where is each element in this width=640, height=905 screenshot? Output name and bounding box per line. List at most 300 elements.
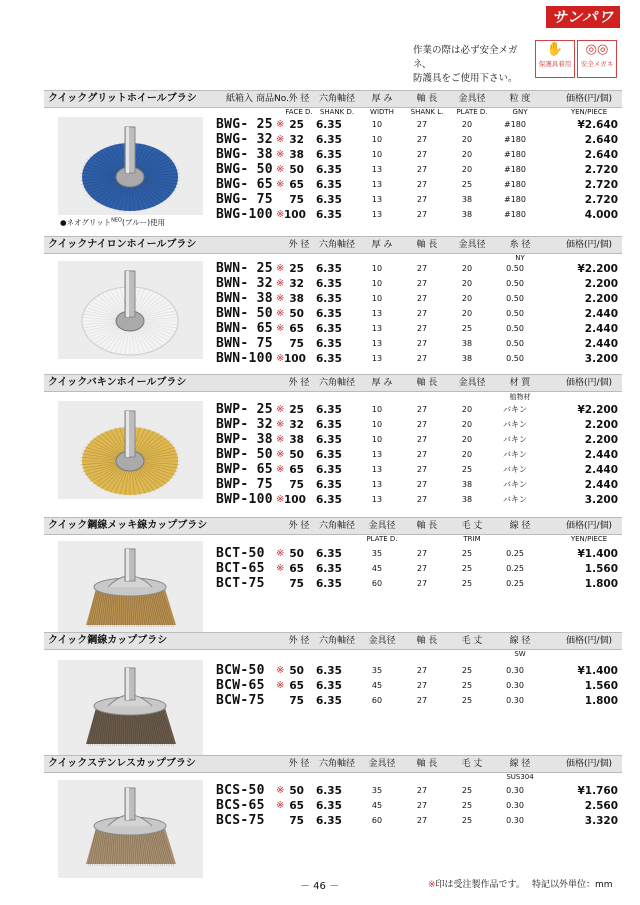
spec-value: バキン [503,420,527,429]
price-value: 2.200 [584,434,618,446]
column-header-shank-len: 軸 長 [416,636,438,646]
plate-diameter: 20 [461,405,473,414]
shank-diameter: 6.35 [316,800,342,812]
plate-diameter: 20 [461,165,473,174]
width-value: 10 [371,435,383,444]
shank-diameter: 6.35 [316,278,342,290]
table-row [44,322,622,336]
shank-length: 27 [416,681,428,690]
spec-value: 0.50 [506,264,524,273]
column-header-od: 外 径 [288,636,310,646]
price-value: 2.720 [584,194,618,206]
section-header [44,632,622,650]
spec-value: バキン [503,495,527,504]
width-value: 45 [371,801,383,810]
spec-value: 0.25 [506,549,524,558]
table-row [44,814,622,828]
spec-value: #180 [504,120,526,129]
price-value: 2.720 [584,164,618,176]
section-header [44,90,622,108]
width-value: 13 [371,324,383,333]
width-value: 13 [371,339,383,348]
column-header-spec: 糸 径 [509,240,531,250]
spec-value: 0.30 [506,666,524,675]
plate-diameter: 20 [461,420,473,429]
column-subheader-plate: PLATE D. [456,108,488,116]
table-row [44,493,622,507]
table-row [44,307,622,321]
plate-diameter: 25 [461,180,473,189]
width-value: 10 [371,135,383,144]
column-header-width: 金具径 [368,636,396,646]
shank-length: 27 [416,264,428,273]
plate-diameter: 20 [461,309,473,318]
price-value: 2.200 [584,293,618,305]
product-code: BWG-100 [216,207,273,222]
plate-diameter: 38 [461,495,473,504]
glove-icon: ✋ 保護具着用 [535,40,575,78]
column-subheader-spec: GNY [512,108,528,116]
shank-diameter: 6.35 [316,323,342,335]
outer-diameter: 75 [289,479,304,491]
width-value: 35 [371,666,383,675]
spec-value: 0.50 [506,339,524,348]
column-subheader-od: FACE D. [285,108,313,116]
plate-diameter: 38 [461,195,473,204]
outer-diameter: 100 [284,494,306,506]
table-row [44,463,622,477]
price-value: 2.200 [584,419,618,431]
outer-diameter: 25 [289,119,304,131]
section-title: クイック鋼線カップブラシ [48,635,168,646]
table-row [44,664,622,678]
column-header-od: 外 径 [288,378,310,388]
table-row [44,547,622,561]
made-to-order-mark: ※ [276,548,285,559]
column-header-spec: 線 径 [509,759,531,769]
shank-diameter: 6.35 [316,695,342,707]
safety-notice [413,44,533,86]
shank-length: 27 [416,195,428,204]
outer-diameter: 50 [289,665,304,677]
price-value: 2.640 [584,134,618,146]
product-code: BCT-65 [216,561,265,576]
plate-diameter: 20 [461,150,473,159]
made-to-order-mark: ※ [276,149,285,160]
width-value: 60 [371,816,383,825]
column-subheader-shank: SHANK D. [319,108,355,116]
column-header-shank-len: 軸 長 [416,521,438,531]
column-header-shank: 六角軸径 [318,636,355,646]
width-value: 13 [371,495,383,504]
shank-diameter: 6.35 [316,134,342,146]
column-header-spec: 材 質 [509,378,531,388]
column-header-shank-len: 軸 長 [416,240,438,250]
price-value: ¥2.640 [577,119,618,131]
column-header-plate: 毛 丈 [461,521,483,531]
product-code: BWN- 65 [216,321,273,336]
table-row [44,277,622,291]
product-code: BWG- 25 [216,117,273,132]
price-value: 1.800 [584,695,618,707]
shank-length: 27 [416,450,428,459]
table-row [44,577,622,591]
plate-diameter: 20 [461,135,473,144]
column-header-price: 価格(円/個) [565,94,613,104]
shank-length: 27 [416,816,428,825]
column-header-spec: 線 径 [509,521,531,531]
outer-diameter: 25 [289,404,304,416]
made-to-order-mark: ※ [276,164,285,175]
shank-diameter: 6.35 [316,209,342,221]
shank-diameter: 6.35 [316,785,342,797]
column-header-od: 外 径 [288,759,310,769]
product-code: BWN- 50 [216,306,273,321]
width-value: 13 [371,195,383,204]
product-code: BWP- 25 [216,402,273,417]
shank-length: 27 [416,801,428,810]
spec-value: #180 [504,180,526,189]
made-to-order-mark: ※ [276,434,285,445]
outer-diameter: 75 [289,695,304,707]
column-header-shank: 六角軸径 [318,94,355,104]
goggles-label: 安全メガネ [578,59,616,69]
product-code: BWP- 32 [216,417,273,432]
plate-diameter: 25 [461,681,473,690]
column-header-plate: 金具径 [458,240,486,250]
column-header-price: 価格(円/個) [565,521,613,531]
spec-value: #180 [504,135,526,144]
table-row [44,562,622,576]
column-header-plate: 金具径 [458,94,486,104]
price-value: ¥1.400 [577,548,618,560]
shank-diameter: 6.35 [316,665,342,677]
table-row [44,178,622,192]
product-code: BWP- 75 [216,477,273,492]
spec-value: #180 [504,150,526,159]
plate-diameter: 25 [461,696,473,705]
brand-logo: サンパワー [546,6,620,28]
product-code: BWG- 65 [216,177,273,192]
plate-diameter: 20 [461,450,473,459]
footer-note-text: 印は受注製作品です。 [435,880,525,890]
spec-value: バキン [503,480,527,489]
price-value: 2.440 [584,449,618,461]
shank-diameter: 6.35 [316,434,342,446]
column-header-shank-len: 軸 長 [416,378,438,388]
product-code: BWN- 38 [216,291,273,306]
spec-value: #180 [504,165,526,174]
table-row [44,784,622,798]
shank-diameter: 6.35 [316,293,342,305]
goggles-icon: ◎◎ 安全メガネ [577,40,617,78]
shank-length: 27 [416,480,428,489]
outer-diameter: 65 [289,800,304,812]
column-header-width: 金具径 [368,759,396,769]
table-row [44,163,622,177]
shank-length: 27 [416,405,428,414]
column-subheader-width: PLATE D. [366,535,398,543]
made-to-order-mark: ※ [428,880,436,890]
plate-diameter: 25 [461,324,473,333]
shank-length: 27 [416,495,428,504]
shank-diameter: 6.35 [316,338,342,350]
column-header-plate: 毛 丈 [461,636,483,646]
outer-diameter: 75 [289,815,304,827]
product-code: BWP- 38 [216,432,273,447]
price-value: 3.200 [584,353,618,365]
width-value: 10 [371,420,383,429]
spec-value: バキン [503,405,527,414]
unit-note: 特記以外単位：mm [532,880,613,890]
page-number: － 46 － [300,881,340,892]
shank-length: 27 [416,210,428,219]
shank-diameter: 6.35 [316,815,342,827]
outer-diameter: 25 [289,263,304,275]
column-subheader-spec: 植物材 [509,393,531,401]
shank-length: 27 [416,309,428,318]
plate-diameter: 20 [461,294,473,303]
column-subheader-spec: NY [515,254,525,262]
shank-diameter: 6.35 [316,263,342,275]
outer-diameter: 100 [284,209,306,221]
column-header-spec: 粒 度 [509,94,531,104]
outer-diameter: 65 [289,179,304,191]
width-value: 60 [371,696,383,705]
shank-diameter: 6.35 [316,404,342,416]
column-header-shank: 六角軸径 [318,378,355,388]
shank-diameter: 6.35 [316,479,342,491]
made-to-order-mark: ※ [276,263,285,274]
shank-diameter: 6.35 [316,419,342,431]
spec-value: 0.50 [506,324,524,333]
outer-diameter: 75 [289,194,304,206]
outer-diameter: 75 [289,338,304,350]
shank-length: 27 [416,786,428,795]
shank-diameter: 6.35 [316,464,342,476]
made-to-order-mark: ※ [276,209,285,220]
shank-length: 27 [416,435,428,444]
plate-diameter: 25 [461,579,473,588]
column-subheader-width: WIDTH [370,108,394,116]
section-header [44,517,622,535]
caption-superscript: NEO [111,217,122,224]
section-header [44,236,622,254]
plate-diameter: 38 [461,210,473,219]
price-value: 2.720 [584,179,618,191]
notice-line: 作業の際は必ず安全メガネ、 [413,45,518,70]
product-code: BWG- 38 [216,147,273,162]
column-header-shank: 六角軸径 [318,240,355,250]
spec-value: 0.50 [506,294,524,303]
outer-diameter: 75 [289,578,304,590]
section-header [44,755,622,773]
section-title: クイックグリットホイールブラシ [48,93,197,104]
price-value: 4.000 [584,209,618,221]
plate-diameter: 25 [461,465,473,474]
product-code: BCS-50 [216,783,265,798]
width-value: 13 [371,465,383,474]
product-section [44,374,622,403]
column-header-shank: 六角軸径 [318,521,355,531]
spec-value: 0.50 [506,354,524,363]
price-value: ¥2.200 [577,263,618,275]
shank-length: 27 [416,180,428,189]
column-subheader-price: YEN/PIECE [570,108,608,116]
notice-line: 防護具をご使用下さい。 [413,73,518,84]
price-value: ¥2.200 [577,404,618,416]
plate-diameter: 20 [461,120,473,129]
shank-length: 27 [416,666,428,675]
price-value: 2.440 [584,479,618,491]
outer-diameter: 32 [289,134,304,146]
width-value: 45 [371,564,383,573]
product-section [44,632,622,661]
shank-diameter: 6.35 [316,164,342,176]
pack-header: 紙箱入 [226,94,254,104]
plate-diameter: 38 [461,339,473,348]
spec-value: 0.50 [506,309,524,318]
section-header [44,374,622,392]
spec-value: 0.30 [506,681,524,690]
width-value: 13 [371,180,383,189]
shank-length: 27 [416,339,428,348]
width-value: 13 [371,450,383,459]
price-value: 3.200 [584,494,618,506]
product-code: BCT-50 [216,546,265,561]
price-value: 2.560 [584,800,618,812]
made-to-order-mark: ※ [276,665,285,676]
width-value: 13 [371,309,383,318]
spec-value: 0.30 [506,816,524,825]
outer-diameter: 50 [289,548,304,560]
plate-diameter: 25 [461,564,473,573]
spec-value: #180 [504,210,526,219]
width-value: 10 [371,405,383,414]
shank-length: 27 [416,324,428,333]
caption-rest: (ブルー)使用 [121,218,166,227]
table-row [44,433,622,447]
price-value: 2.440 [584,308,618,320]
made-to-order-mark: ※ [276,494,285,505]
outer-diameter: 100 [284,353,306,365]
width-value: 10 [371,150,383,159]
footer-note [428,877,525,890]
column-header-width: 厚 み [371,94,393,104]
shank-diameter: 6.35 [316,149,342,161]
product-code: BWN- 75 [216,336,273,351]
shank-length: 27 [416,279,428,288]
glove-label: 保護具着用 [536,59,574,69]
product-code: BWN- 32 [216,276,273,291]
width-value: 13 [371,210,383,219]
price-value: 1.560 [584,680,618,692]
product-code: BWP-100 [216,492,273,507]
made-to-order-mark: ※ [276,419,285,430]
price-value: 2.200 [584,278,618,290]
table-row [44,403,622,417]
table-row [44,133,622,147]
made-to-order-mark: ※ [276,119,285,130]
product-code: BWG- 32 [216,132,273,147]
outer-diameter: 65 [289,680,304,692]
made-to-order-mark: ※ [276,404,285,415]
shank-length: 27 [416,165,428,174]
outer-diameter: 50 [289,785,304,797]
price-value: 1.560 [584,563,618,575]
width-value: 10 [371,294,383,303]
section-title: クイック鋼線メッキ線カップブラシ [48,520,208,531]
shank-length: 27 [416,696,428,705]
plate-diameter: 25 [461,816,473,825]
column-header-width: 厚 み [371,240,393,250]
table-row [44,148,622,162]
product-code: BCS-65 [216,798,265,813]
shank-length: 27 [416,135,428,144]
shank-diameter: 6.35 [316,179,342,191]
shank-length: 27 [416,120,428,129]
shank-diameter: 6.35 [316,548,342,560]
product-code: BCS-75 [216,813,265,828]
product-code: BWP- 65 [216,462,273,477]
column-header-shank-len: 軸 長 [416,94,438,104]
caption-text: ●ネオグリット [60,218,112,227]
spec-value: #180 [504,195,526,204]
column-subheader-plate: TRIM [463,535,481,543]
made-to-order-mark: ※ [276,563,285,574]
table-row [44,292,622,306]
made-to-order-mark: ※ [276,293,285,304]
plate-diameter: 20 [461,435,473,444]
spec-value: 0.30 [506,801,524,810]
table-row [44,337,622,351]
section-title: クイックステンレスカップブラシ [48,758,196,769]
table-row [44,694,622,708]
column-header-od: 外 径 [288,94,310,104]
table-row [44,262,622,276]
column-header-shank: 六角軸径 [318,759,355,769]
column-header-price: 価格(円/個) [565,378,613,388]
column-header-od: 外 径 [288,521,310,531]
spec-value: 0.30 [506,696,524,705]
column-header-price: 価格(円/個) [565,240,613,250]
shank-length: 27 [416,354,428,363]
price-value: 1.800 [584,578,618,590]
product-code: BCT-75 [216,576,265,591]
width-value: 35 [371,786,383,795]
outer-diameter: 50 [289,308,304,320]
shank-diameter: 6.35 [316,494,342,506]
made-to-order-mark: ※ [276,800,285,811]
column-header-od: 外 径 [288,240,310,250]
section-title: クイックナイロンホイールブラシ [48,239,197,250]
spec-value: 0.25 [506,579,524,588]
shank-diameter: 6.35 [316,353,342,365]
column-header-spec: 線 径 [509,636,531,646]
outer-diameter: 65 [289,323,304,335]
column-header-price: 価格(円/個) [565,759,613,769]
section-title: クイックバキンホイールブラシ [48,377,187,388]
product-code: BWG- 75 [216,192,273,207]
product-code: BCW-75 [216,693,265,708]
made-to-order-mark: ※ [276,179,285,190]
product-code: BCW-50 [216,663,265,678]
plate-diameter: 25 [461,666,473,675]
shank-diameter: 6.35 [316,563,342,575]
column-header-width: 金具径 [368,521,396,531]
price-value: 2.440 [584,338,618,350]
price-value: 2.440 [584,464,618,476]
